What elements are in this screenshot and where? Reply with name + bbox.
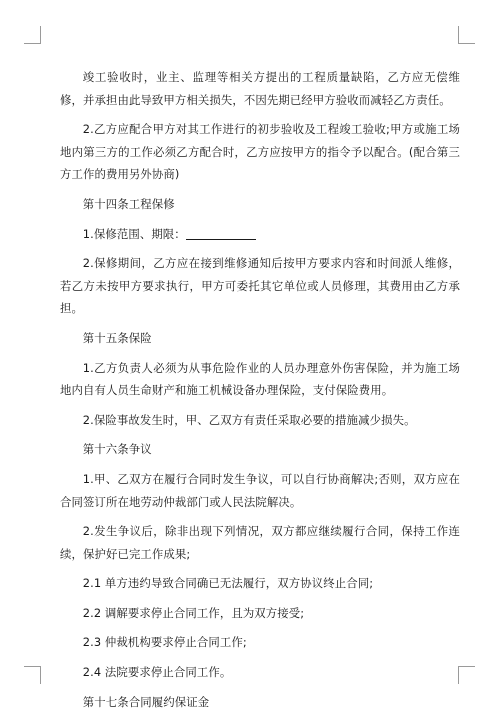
- paragraph-dispute-2-4: 2.4 法院要求停止合同工作。: [82, 665, 232, 680]
- crop-mark-top-right-v: [458, 26, 459, 44]
- paragraph-dispute-2-3: 2.3 仲裁机构要求停止合同工作;: [82, 635, 247, 650]
- fill-in-blank-line: [186, 238, 256, 240]
- crop-mark-top-left-v: [40, 26, 41, 44]
- paragraph-acceptance-defects: 竣工验收时，业主、监理等相关方提出的工程质量缺陷，乙方应无偿维修，并承担由此导致甲方相关损失，不因先期已经甲方验收而减轻乙方责任。: [60, 70, 460, 107]
- crop-mark-bottom-left-h: [24, 666, 41, 667]
- paragraph-dispute-2: 2.发生争议后，除非出现下列情况，双方都应继续履行合同，保持工作连续，保护好已完工作成果;: [60, 524, 460, 561]
- paragraph-insurance-2: 2.保险事故发生时，甲、乙双方有责任采取必要的措施减少损失。: [82, 412, 416, 427]
- paragraph-dispute-1: 1.甲、乙双方在履行合同时发生争议，可以自行协商解决;否则，双方应在合同签订所在地劳动仲裁部门或人民法院解决。: [60, 471, 460, 509]
- section-heading-17: 第十七条合同履约保证金: [82, 694, 210, 709]
- document-body: [60, 66, 460, 720]
- crop-mark-top-left-h: [24, 43, 41, 44]
- crop-mark-top-right-h: [458, 43, 475, 44]
- paragraph-insurance-1: 1.乙方负责人必须为从事危险作业的人员办理意外伤害保险，并为施工场地内自有人员生命财产和施工机械设备办理保险，支付保险费用。: [60, 360, 460, 398]
- crop-mark-bottom-left-v: [40, 666, 41, 684]
- section-heading-15: 第十五条保险: [82, 330, 152, 345]
- paragraph-warranty-period: 2.保修期间，乙方应在接到维修通知后按甲方要求内容和时间派人维修，若乙方未按甲方要求执行，甲方可委托其它单位或人员修理，其费用由乙方承担。: [60, 256, 460, 316]
- paragraph-cooperate-acceptance: 2.乙方应配合甲方对其工作进行的初步验收及工程竣工验收;甲方或施工场地内第三方的工作必须乙方配合时，乙方应按甲方的指令予以配合。(配合第三方工作的费用另外协商): [60, 122, 460, 182]
- section-heading-14: 第十四条工程保修: [82, 196, 175, 211]
- paragraph-dispute-2-2: 2.2 调解要求停止合同工作，且为双方接受;: [82, 605, 305, 620]
- paragraph-dispute-2-1: 2.1 单方违约导致合同确已无法履行，双方协议终止合同;: [82, 576, 374, 591]
- section-heading-16: 第十六条争议: [82, 442, 152, 457]
- warranty-scope-label: 1.保修范围、期限：: [82, 226, 186, 241]
- crop-mark-bottom-right-h: [458, 666, 475, 667]
- paragraph-warranty-scope: [60, 223, 460, 246]
